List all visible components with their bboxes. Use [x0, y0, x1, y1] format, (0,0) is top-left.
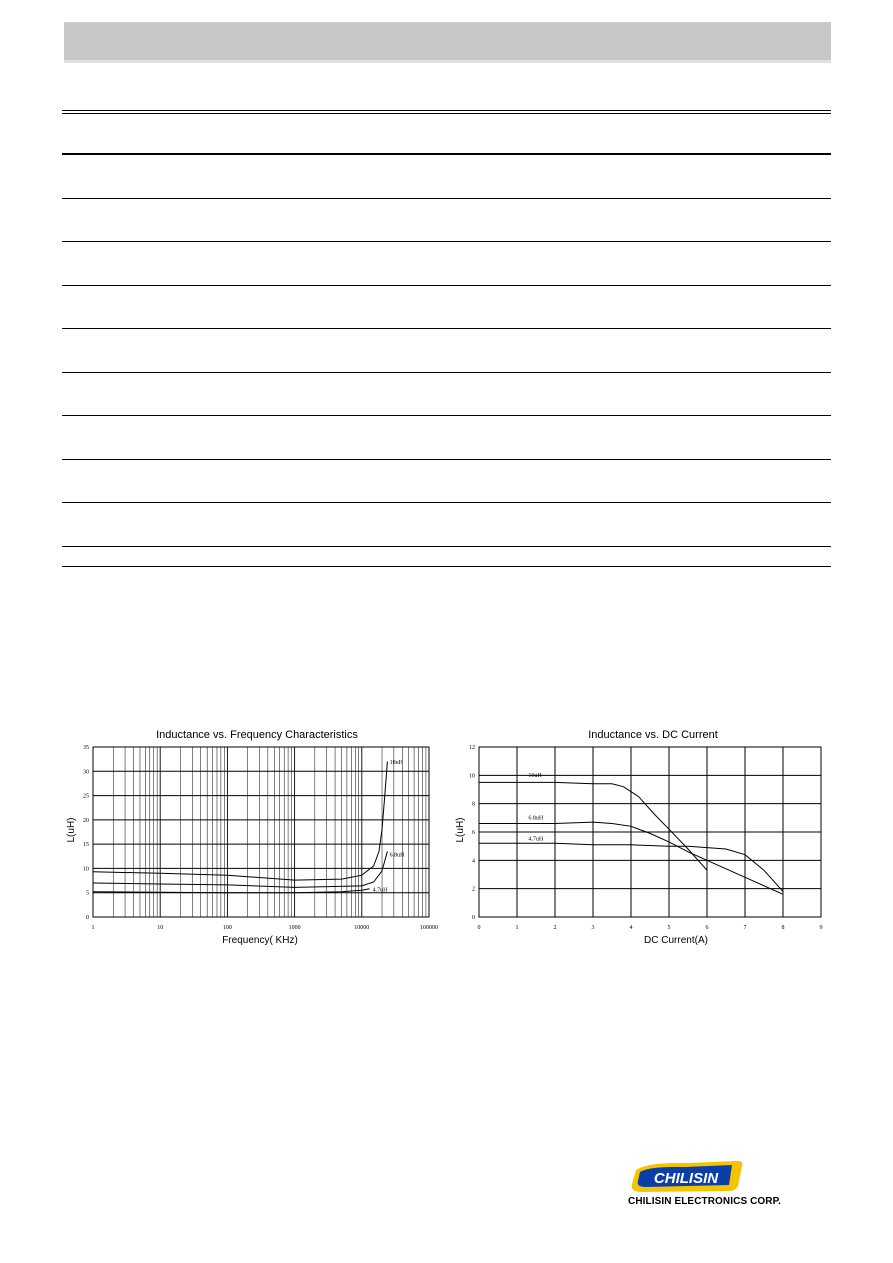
y-tick-label: 35 [83, 745, 89, 751]
y-tick-label: 4 [472, 858, 475, 865]
y-tick-label: 5 [86, 890, 89, 897]
table-row-rule [62, 285, 831, 286]
x-tick-label: 7 [743, 925, 747, 931]
chart-title: Inductance vs. DC Current [588, 729, 718, 741]
series-label: 10uH [389, 760, 404, 766]
y-tick-label: 6 [472, 830, 475, 836]
x-tick-label: 3 [591, 925, 595, 931]
series-label: 4.7uH [372, 887, 388, 894]
series-label: 10uH [528, 772, 542, 779]
logo-wordmark: CHILISIN [653, 1170, 719, 1187]
table-top-double-rule-1 [62, 110, 831, 111]
frequency-chart [60, 722, 445, 954]
x-tick-label: 1 [515, 925, 519, 931]
y-tick-label: 10 [83, 866, 89, 873]
chart-title: Inductance vs. Frequency Characteristics [156, 729, 358, 741]
table-row-rule [62, 415, 831, 416]
x-tick-label: 9 [819, 925, 823, 931]
x-tick-label: 1000 [288, 925, 301, 931]
series-line-6-8uH [93, 851, 387, 887]
table-row-rule [62, 241, 831, 242]
x-tick-label: 4 [629, 925, 633, 931]
y-tick-label: 30 [83, 769, 89, 776]
x-tick-label: 1 [91, 925, 95, 931]
y-tick-label: 0 [86, 915, 89, 921]
x-tick-label: 8 [781, 925, 785, 931]
series-label: 6.8uH [389, 852, 405, 859]
dc-current-chart [448, 722, 833, 954]
x-tick-label: 100 [222, 925, 232, 931]
dc-current-chart-svg [448, 722, 833, 954]
y-tick-label: 8 [472, 801, 475, 808]
company-name: CHILISIN ELECTRONICS CORP. [628, 1196, 781, 1207]
x-tick-label: 100000 [420, 925, 438, 931]
header-bar-shadow [64, 60, 831, 63]
series-line-10uH [93, 762, 387, 881]
table-row-rule [62, 328, 831, 329]
series-label: 4.7uH [528, 836, 544, 843]
x-axis-label: Frequency( KHz) [222, 935, 298, 946]
table-bottom-rule [62, 566, 831, 567]
table-row-rule [62, 546, 831, 547]
x-tick-label: 10 [157, 925, 164, 931]
y-tick-label: 20 [83, 817, 89, 824]
table-row-rule [62, 198, 831, 199]
table-header-rule [62, 153, 831, 155]
x-tick-label: 2 [553, 925, 557, 931]
frequency-chart-svg [60, 722, 445, 954]
y-tick-label: 15 [83, 842, 89, 849]
y-tick-label: 10 [469, 773, 475, 780]
x-axis-label: DC Current(A) [644, 935, 708, 946]
series-label: 6.8uH [528, 815, 544, 822]
table-row-rule [62, 372, 831, 373]
y-tick-label: 2 [472, 886, 475, 893]
chilisin-logo-icon [628, 1156, 828, 1196]
x-tick-label: 10000 [354, 925, 370, 931]
series-line-4-7uH [93, 889, 370, 893]
y-tick-label: 0 [472, 915, 475, 921]
y-tick-label: 25 [83, 793, 89, 800]
y-axis-label: L(uH) [455, 817, 466, 843]
table-top-double-rule-2 [62, 113, 831, 114]
y-axis-label: L(uH) [66, 817, 77, 843]
x-tick-label: 6 [705, 925, 709, 931]
table-row-rule [62, 459, 831, 460]
x-tick-label: 0 [477, 925, 481, 931]
header-bar [64, 22, 831, 60]
y-tick-label: 12 [469, 745, 475, 751]
table-row-rule [62, 502, 831, 503]
x-tick-label: 5 [667, 925, 671, 931]
